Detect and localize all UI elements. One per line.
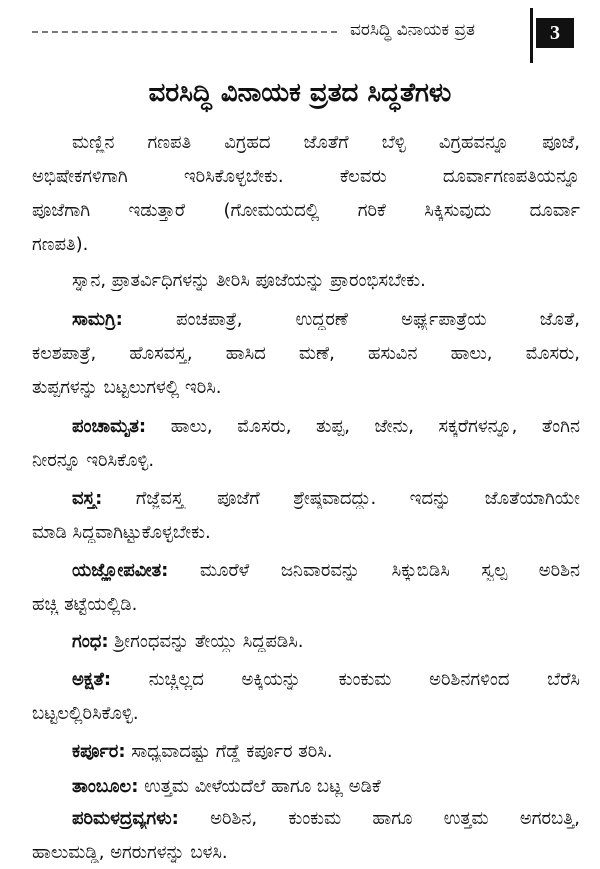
- line-text: ನೀರನ್ನೂ ಇರಿಸಿಕೊಳ್ಳಿ.: [32, 450, 155, 471]
- page-number: 3: [536, 18, 574, 48]
- text-line: [72, 776, 580, 797]
- line-text: ಸಾಧ್ಯವಾದಷ್ಟು ಗೆಡ್ಡೆ ಕರ್ಪೂರ ತರಿಸಿ.: [131, 741, 333, 762]
- item-label: ಯಜ್ಞೋಪವೀತ:: [72, 560, 169, 581]
- line-text: ಹಚ್ಚಿ ತಟ್ಟೆಯಲ್ಲಿಡಿ.: [32, 594, 138, 615]
- text-line: [72, 631, 580, 652]
- item-label: ಪರಿಮಳದ್ರವ್ಯಗಳು:: [72, 808, 179, 829]
- text-line: [32, 234, 580, 255]
- text-line: [32, 594, 580, 615]
- line-text: ನುಚ್ಚಿಲ್ಲದ ಅಕ್ಕಿಯನ್ನು ಕುಂಕುಮ ಅರಿಶಿನಗಳಿಂದ ಬೆರೆಸಿ: [148, 669, 580, 690]
- line-text: ಸ್ನಾನ, ಪ್ರಾತರ್ವಿಧಿಗಳನ್ನು ತೀರಿಸಿ ಪೂಜೆಯನ್ನು ಪ್ರಾರಂಭಿಸಬೇಕು.: [72, 270, 426, 291]
- line-text: ಕಲಶಪಾತ್ರೆ, ಹೊಸವಸ್ತ್ರ, ಹಾಸಿದ ಮಣೆ, ಹಸುವಿನ ಹಾಲು, ಮೊಸರು,: [32, 343, 580, 364]
- text-line: [32, 343, 580, 364]
- text-line: [32, 842, 580, 863]
- item-label: ಅಕ್ಷತೆ:: [72, 669, 112, 690]
- text-line: [32, 200, 580, 221]
- text-line: [72, 270, 580, 291]
- running-title: ವರಸಿದ್ಧಿ ವಿನಾಯಕ ವ್ರತ: [350, 20, 476, 40]
- text-line: [72, 669, 580, 690]
- text-line: [72, 808, 580, 829]
- item-label: ಗಂಧ:: [72, 631, 109, 652]
- text-line: [32, 450, 580, 471]
- item-label: ಕರ್ಪೂರ:: [72, 741, 126, 762]
- line-text: ಅಭಿಷೇಕಗಳಿಗಾಗಿ ಇರಿಸಿಕೊಳ್ಳಬೇಕು. ಕೆಲವರು ದೂರ್ವಾಗಣಪತಿಯನ್ನೂ: [32, 166, 580, 187]
- line-text: ಶ್ರೀಗಂಧವನ್ನು ತೇಯ್ದು ಸಿದ್ಧಪಡಿಸಿ.: [114, 631, 304, 652]
- line-text: ಹಾಲು, ಮೊಸರು, ತುಪ್ಪ, ಜೇನು, ಸಕ್ಕರೆಗಳನ್ನೂ, ತೆಂಗಿನ: [170, 416, 580, 437]
- text-line: [32, 522, 580, 543]
- header-rule: [32, 31, 337, 33]
- text-line: [72, 309, 580, 330]
- line-text: ಅರಿಶಿನ, ಕುಂಕುಮ ಹಾಗೂ ಉತ್ತಮ ಅಗರಬತ್ತಿ,: [210, 808, 580, 829]
- text-line: [32, 166, 580, 187]
- text-line: [72, 741, 580, 762]
- line-text: ಗೆಜ್ಜೆವಸ್ತ್ರ ಪೂಜೆಗೆ ಶ್ರೇಷ್ಠವಾದದ್ದು. ಇದನ್ನು ಜೊತೆಯಾಗಿಯೇ: [135, 488, 580, 509]
- item-label: ತಾಂಬೂಲ:: [72, 776, 139, 797]
- item-label: ಸಾಮಗ್ರಿ:: [72, 309, 123, 330]
- text-line: [72, 560, 580, 581]
- text-line: [72, 416, 580, 437]
- page-title: ವರಸಿದ್ಧಿ ವಿನಾಯಕ ವ್ರತದ ಸಿದ್ಧತೆಗಳು: [148, 78, 452, 108]
- line-text: ಮೂರೆಳೆ ಜನಿವಾರವನ್ನು ಸಿಕ್ಕುಬಿಡಿಸಿ ಸ್ವಲ್ಪ ಅರಿಶಿನ: [199, 560, 580, 581]
- line-text: ಬಟ್ಟಲಲ್ಲಿರಿಸಿಕೊಳ್ಳಿ.: [32, 703, 139, 724]
- line-text: ಗಣಪತಿ).: [32, 234, 89, 255]
- line-text: ಪೂಜೆಗಾಗಿ ಇಡುತ್ತಾರೆ (ಗೋಮಯದಲ್ಲಿ ಗರಿಕೆ ಸಿಕ್ಕಿಸುವುದು ದೂರ್ವಾ: [32, 200, 580, 221]
- text-line: [72, 132, 580, 153]
- line-text: ಪಂಚಪಾತ್ರೆ, ಉದ್ಧರಣೆ ಅರ್ಘ್ಯಪಾತ್ರೆಯ ಜೊತೆ,: [176, 309, 580, 330]
- line-text: ಮಾಡಿ ಸಿದ್ಧವಾಗಿಟ್ಟುಕೊಳ್ಳಬೇಕು.: [32, 522, 211, 543]
- item-label: ಪಂಚಾಮೃತ:: [72, 416, 147, 437]
- header-divider: [530, 8, 533, 63]
- text-line: [32, 377, 580, 398]
- text-line: [72, 488, 580, 509]
- text-line: [32, 703, 580, 724]
- line-text: ತುಪ್ಪಗಳನ್ನು ಬಟ್ಟಲುಗಳಲ್ಲಿ ಇರಿಸಿ.: [32, 377, 222, 398]
- item-label: ವಸ್ತ್ರ:: [72, 488, 103, 509]
- line-text: ಹಾಲುಮಡ್ಡಿ, ಅಗರುಗಳನ್ನು ಬಳಸಿ.: [32, 842, 228, 863]
- line-text: ಮಣ್ಣಿನ ಗಣಪತಿ ವಿಗ್ರಹದ ಜೊತೆಗೆ ಬೆಳ್ಳಿ ವಿಗ್ರಹವನ್ನೂ ಪೂಜೆ,: [72, 132, 580, 153]
- line-text: ಉತ್ತಮ ವೀಳೆಯದೆಲೆ ಹಾಗೂ ಬಟ್ಲ ಅಡಿಕೆ: [144, 776, 381, 797]
